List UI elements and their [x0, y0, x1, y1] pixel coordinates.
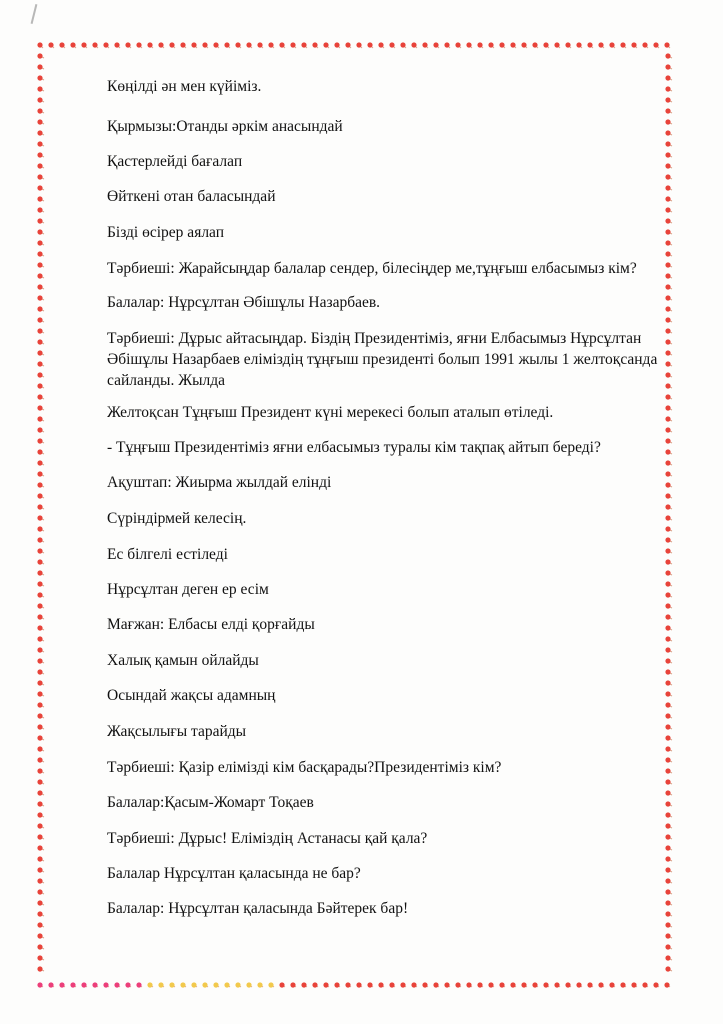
pin-dot [37, 240, 44, 245]
pin-dot [499, 42, 505, 48]
pin-dot [665, 174, 672, 179]
pin-dot [609, 982, 615, 987]
pin-dot [180, 982, 186, 987]
pin-dot [37, 614, 44, 619]
text-line: Тәрбиеші: Дұрыс! Еліміздің Астанасы қай қала? [107, 830, 428, 847]
pin-dot [323, 42, 329, 48]
pin-dot [312, 42, 318, 48]
pin-dot [664, 982, 670, 987]
text-line: Балалар:Қасым-Жомарт Тоқаев [107, 794, 314, 811]
pin-dot [543, 982, 549, 987]
pin-dot [665, 493, 672, 498]
pin-dot [158, 982, 164, 987]
pin-dot [37, 982, 43, 987]
text-line: Нұрсұлтан деген ер есім [107, 581, 269, 598]
pin-dot [37, 779, 44, 784]
text-line: Жақсылығы тарайды [107, 723, 247, 740]
pin-dot [37, 394, 44, 399]
pin-dot [665, 284, 672, 289]
pin-dot [37, 383, 44, 388]
pin-dot [37, 284, 44, 289]
pin-dot [81, 42, 87, 48]
pin-dot [543, 42, 549, 48]
pin-dot [665, 889, 672, 894]
pin-dot [521, 42, 527, 48]
pin-dot [499, 982, 505, 987]
pin-dot [37, 438, 44, 443]
pin-dot [37, 416, 44, 421]
pin-dot [37, 581, 44, 586]
pin-dot [169, 42, 175, 48]
pin-dot [37, 768, 44, 773]
pin-dot [664, 42, 670, 48]
pin-dot [37, 449, 44, 454]
pin-dot [37, 350, 44, 355]
pin-dot [246, 982, 252, 987]
pin-dot [455, 42, 461, 48]
pin-dot [37, 174, 44, 179]
pin-dot [37, 273, 44, 278]
pin-dot [631, 42, 637, 48]
pin-dot [345, 982, 351, 987]
pin-dot [323, 982, 329, 987]
pin-dot [37, 570, 44, 575]
pin-dot [37, 966, 44, 971]
pin-dot [356, 42, 362, 48]
pin-dot [400, 42, 406, 48]
pin-dot [37, 471, 44, 476]
text-line: Балалар Нұрсұлтан қаласында не бар? [107, 865, 361, 882]
text-line: Ақуштап: Жиырма жылдай елінді [107, 474, 332, 491]
text-line: Ес білгелі естіледі [107, 546, 228, 563]
pin-dot [37, 713, 44, 718]
pin-dot [576, 42, 582, 48]
pin-dot [356, 982, 362, 987]
pin-dot [665, 317, 672, 322]
pin-dot [37, 856, 44, 861]
pin-dot [510, 982, 516, 987]
pin-dot [37, 75, 44, 80]
pin-dot [389, 42, 395, 48]
pin-dot [631, 982, 637, 987]
pin-dot [598, 982, 604, 987]
pin-dot [290, 982, 296, 987]
pin-dot [466, 982, 472, 987]
pin-dot [136, 982, 142, 987]
pin-dot [37, 207, 44, 212]
pin-dot [665, 680, 672, 685]
pin-dot [37, 130, 44, 135]
pin-dot [37, 790, 44, 795]
pin-dot [620, 982, 626, 987]
pin-dot [301, 42, 307, 48]
pin-dot [37, 537, 44, 542]
pin-dot [37, 691, 44, 696]
pin-dot [37, 647, 44, 652]
pin-dot [37, 889, 44, 894]
pin-dot [37, 625, 44, 630]
pin-dot [37, 746, 44, 751]
pin-dot [37, 878, 44, 883]
pin-dot [37, 163, 44, 168]
pin-dot [433, 42, 439, 48]
pin-dot [665, 251, 672, 256]
pin-dot [37, 702, 44, 707]
pin-dot [224, 42, 230, 48]
pin-dot [37, 42, 43, 48]
text-line: Балалар: Нұрсұлтан Әбішұлы Назарбаев. [107, 294, 381, 311]
pin-dot [665, 636, 672, 641]
pin-dot [37, 185, 44, 190]
pin-dot [37, 262, 44, 267]
pin-dot [37, 372, 44, 377]
pin-dot [367, 42, 373, 48]
pin-dot [37, 911, 44, 916]
pin-dot [37, 251, 44, 256]
pin-dot [191, 42, 197, 48]
pin-dot [665, 933, 672, 938]
pin-dot [235, 982, 241, 987]
text-line: Тәрбиеші: Қазір елімізді кім басқарады?Президентіміз кім? [107, 759, 502, 776]
pin-dot [37, 526, 44, 531]
pin-dot [37, 515, 44, 520]
pin-dot [37, 735, 44, 740]
text-line: Қырмызы:Отанды әркім анасындай [107, 118, 343, 135]
pin-dot [268, 982, 274, 987]
pin-dot [37, 680, 44, 685]
pin-dot [147, 982, 153, 987]
text-line: Сүріндірмей келесің. [107, 510, 247, 527]
pin-dot [37, 86, 44, 91]
pin-dot [37, 504, 44, 509]
pin-dot [37, 196, 44, 201]
text-line: Қастерлейді бағалап [107, 153, 243, 170]
pin-dot [301, 982, 307, 987]
pin-dot [665, 779, 672, 784]
pin-dot [37, 119, 44, 124]
pin-dot [92, 982, 98, 987]
pin-dot [665, 922, 672, 927]
pin-dot [665, 812, 672, 817]
pin-dot [125, 42, 131, 48]
pin-dot [37, 823, 44, 828]
pin-dot [37, 141, 44, 146]
pin-dot [37, 295, 44, 300]
pin-dot [37, 53, 44, 58]
pin-dot [279, 42, 285, 48]
pin-dot [565, 42, 571, 48]
pin-dot [665, 207, 672, 212]
pin-dot [665, 53, 672, 58]
pin-dot [37, 317, 44, 322]
pin-dot [147, 42, 153, 48]
pin-dot [48, 982, 54, 987]
pin-dot [521, 982, 527, 987]
text-line: Көңілді ән мен күйіміз. [107, 78, 262, 95]
pin-dot [665, 97, 672, 102]
text-line: Тәрбиеші: Жарайсыңдар балалар сендер, білесіңдер ме,тұңғыш елбасымыз кім? [107, 260, 637, 277]
pin-dot [37, 845, 44, 850]
pin-dot [665, 856, 672, 861]
pin-dot [37, 933, 44, 938]
pin-dot [290, 42, 296, 48]
pin-dot [37, 944, 44, 949]
pin-dot [37, 108, 44, 113]
pin-dot [279, 982, 285, 987]
pin-dot [202, 982, 208, 987]
pin-dot [665, 394, 672, 399]
pin-dot [532, 982, 538, 987]
pin-dot [665, 955, 672, 960]
pin-dot [103, 42, 109, 48]
pin-dot [37, 669, 44, 674]
pin-dot [213, 42, 219, 48]
pin-dot [334, 982, 340, 987]
pin-dot [37, 482, 44, 487]
pin-dot [665, 141, 672, 146]
pin-dot [37, 801, 44, 806]
pin-dot [37, 603, 44, 608]
pin-dot [367, 982, 373, 987]
pin-dot [37, 834, 44, 839]
pin-dot [642, 982, 648, 987]
pin-dot [665, 746, 672, 751]
pin-dot [444, 42, 450, 48]
pin-dot [642, 42, 648, 48]
pin-dot [235, 42, 241, 48]
pin-dot [37, 229, 44, 234]
pin-dot [37, 152, 44, 157]
pin-dot [665, 108, 672, 113]
pin-dot [37, 328, 44, 333]
text-line: Желтоқсан Тұңғыш Президент күні мерекесі болып аталып өтіледі. [107, 404, 554, 421]
pin-dot [37, 427, 44, 432]
pin-dot [466, 42, 472, 48]
pin-dot [37, 548, 44, 553]
pin-dot [665, 64, 672, 69]
pin-dot [510, 42, 516, 48]
pin-dot [587, 982, 593, 987]
pin-dot [37, 493, 44, 498]
pin-dot [345, 42, 351, 48]
pin-dot [378, 42, 384, 48]
pin-dot [411, 42, 417, 48]
pin-dot [665, 570, 672, 575]
pin-dot [37, 658, 44, 663]
pin-dot [37, 955, 44, 960]
pin-dot [70, 982, 76, 987]
pin-dot [114, 42, 120, 48]
pin-dot [620, 42, 626, 48]
pin-dot [246, 42, 252, 48]
pin-dot [59, 982, 65, 987]
pin-dot [103, 982, 109, 987]
pin-dot [312, 982, 318, 987]
pin-dot [411, 982, 417, 987]
pin-dot [37, 592, 44, 597]
pin-dot [180, 42, 186, 48]
pin-dot [81, 982, 87, 987]
pin-dot [37, 97, 44, 102]
pin-dot [587, 42, 593, 48]
pin-dot [37, 306, 44, 311]
pin-dot [653, 42, 659, 48]
pin-dot [37, 757, 44, 762]
pin-dot [665, 537, 672, 542]
pin-dot [257, 42, 263, 48]
pin-dot [653, 982, 659, 987]
pin-dot [37, 922, 44, 927]
text-line: Мағжан: Елбасы елді қорғайды [107, 616, 315, 633]
pin-dot [477, 42, 483, 48]
pin-dot [158, 42, 164, 48]
pin-dot [224, 982, 230, 987]
pin-dot [48, 42, 54, 48]
pin-dot [37, 812, 44, 817]
pin-dot [268, 42, 274, 48]
pin-dot [665, 966, 672, 971]
pin-dot [334, 42, 340, 48]
pin-dot [59, 42, 65, 48]
pin-dot [37, 636, 44, 641]
pin-dot [378, 982, 384, 987]
pin-dot [389, 982, 395, 987]
pin-dot [400, 982, 406, 987]
pin-dot [455, 982, 461, 987]
pin-dot [125, 982, 131, 987]
pin-dot [665, 460, 672, 465]
pin-dot [609, 42, 615, 48]
text-line: Халық қамын ойлайды [107, 652, 259, 669]
pin-dot [532, 42, 538, 48]
pin-dot [37, 900, 44, 905]
pin-dot [191, 982, 197, 987]
pin-dot [213, 982, 219, 987]
pin-dot [554, 982, 560, 987]
pin-dot [665, 603, 672, 608]
pin-dot [92, 42, 98, 48]
pin-dot [37, 218, 44, 223]
pin-dot [665, 427, 672, 432]
pin-dot [37, 405, 44, 410]
pin-dot [598, 42, 604, 48]
pin-dot [422, 42, 428, 48]
text-line: Бізді өсірер аялап [107, 224, 225, 241]
pin-dot [37, 724, 44, 729]
pin-dot [37, 361, 44, 366]
pin-dot [136, 42, 142, 48]
pin-dot [169, 982, 175, 987]
pin-dot [433, 982, 439, 987]
text-line: Балалар: Нұрсұлтан қаласында Бәйтерек бар! [107, 900, 409, 917]
pin-dot [576, 982, 582, 987]
pin-dot [554, 42, 560, 48]
pin-dot [488, 42, 494, 48]
pin-dot [665, 713, 672, 718]
pin-dot [37, 339, 44, 344]
pin-dot [37, 559, 44, 564]
pin-dot [257, 982, 263, 987]
text-line: Өйткені отан баласындай [107, 188, 276, 205]
text-paragraph: Тәрбиеші: Дұрыс айтасыңдар. Біздің Президентіміз, яғни Елбасымыз Нұрсұлтан Әбішұлы Назарбаев еліміздің тұңғыш президенті болып 1991 жылы 1 желтоқсанда сайланды. Жылда [107, 330, 658, 389]
pin-dot [202, 42, 208, 48]
pin-dot [422, 982, 428, 987]
pin-dot [70, 42, 76, 48]
pin-dot [37, 460, 44, 465]
pin-dot [477, 982, 483, 987]
text-line: Осындай жақсы адамның [107, 687, 276, 704]
pin-dot [444, 982, 450, 987]
text-line: - Тұңғыш Президентіміз яғни елбасымыз туралы кім тақпақ айтып береді? [107, 439, 601, 456]
pin-dot [37, 867, 44, 872]
pin-dot [488, 982, 494, 987]
pin-dot [665, 944, 672, 949]
pin-dot [565, 982, 571, 987]
pin-dot [665, 823, 672, 828]
pin-dot [114, 982, 120, 987]
pin-dot [37, 64, 44, 69]
